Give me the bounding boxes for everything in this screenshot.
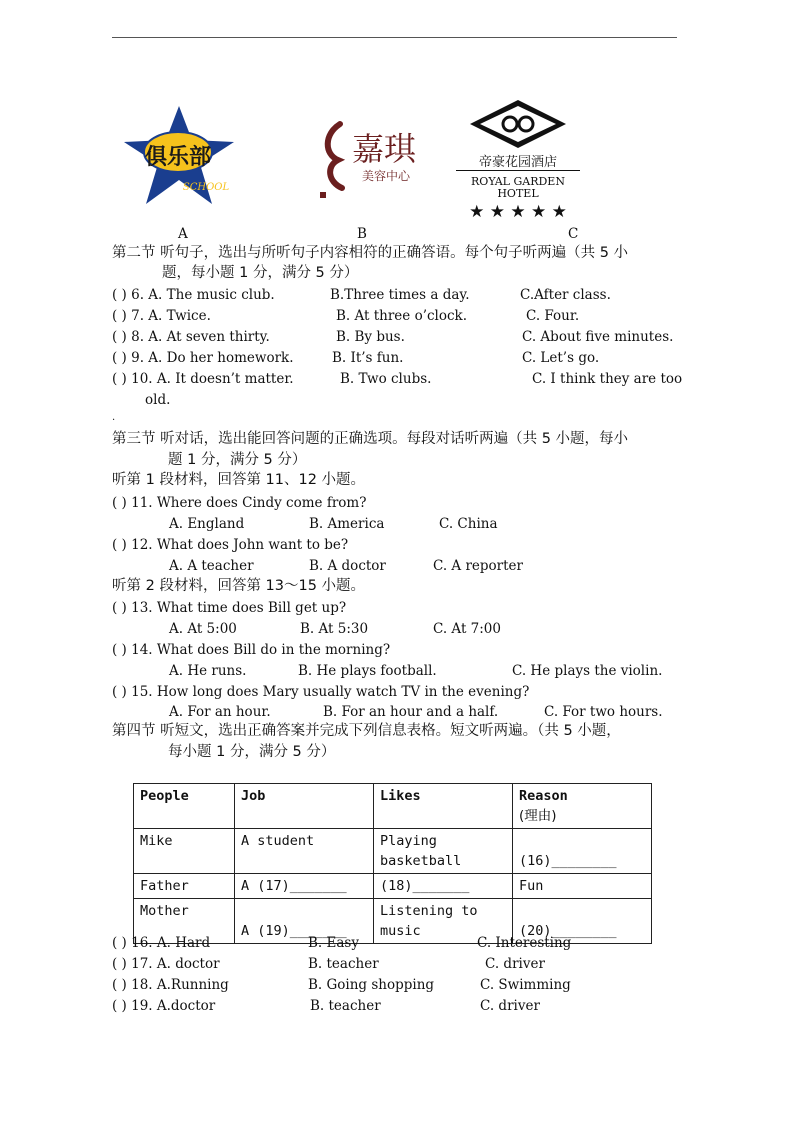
q11-option-b: B. America bbox=[309, 516, 385, 532]
q18-option-b: B. Going shopping bbox=[308, 977, 435, 993]
section2-title-line1: 第二节 听句子，选出与所听句子内容相符的正确答语。每个句子听两遍（共 5 小 bbox=[112, 245, 629, 261]
q17-option-c: C. driver bbox=[485, 956, 545, 972]
q15-option-a: A. For an hour. bbox=[169, 704, 271, 720]
section2-title-line2: 题，每小题 1 分，满分 5 分） bbox=[162, 265, 359, 281]
q16-option-a: ( ) 16. A. Hard bbox=[112, 935, 211, 951]
info-table bbox=[133, 783, 652, 944]
beauty-logo-name: 嘉琪 bbox=[352, 130, 417, 168]
cell-reason-blank-16: (16)________ bbox=[513, 829, 652, 874]
q10-option-a: ( ) 10. A. It doesn’t matter. bbox=[112, 371, 294, 387]
section4-title-line2: 每小题 1 分，满分 5 分） bbox=[168, 744, 336, 760]
cell-job-blank-17: A (17)_______ bbox=[235, 874, 374, 899]
q11-option-c: C. China bbox=[439, 516, 498, 532]
cell-people: Mike bbox=[134, 829, 235, 874]
q6-option-a: ( ) 6. A. The music club. bbox=[112, 287, 275, 303]
header-job: Job bbox=[235, 784, 374, 829]
q16-option-c: C. Interesting bbox=[477, 935, 572, 951]
table-row bbox=[134, 829, 652, 874]
q12-option-b: B. A doctor bbox=[309, 558, 386, 574]
q10-option-b: B. Two clubs. bbox=[340, 371, 432, 387]
q12-option-c: C. A reporter bbox=[433, 558, 524, 574]
hotel-logo-stars: ★ ★ ★ ★ ★ bbox=[469, 202, 567, 220]
q10-option-c: C. I think they are too bbox=[532, 371, 683, 387]
table-row bbox=[134, 874, 652, 899]
header-people: People bbox=[134, 784, 235, 829]
q15-option-c: C. For two hours. bbox=[544, 704, 663, 720]
q14-option-c: C. He plays the violin. bbox=[512, 663, 663, 679]
club-star-logo bbox=[120, 104, 238, 208]
q17-option-a: ( ) 17. A. doctor bbox=[112, 956, 220, 972]
q10-option-c-wrap: old. bbox=[145, 392, 171, 408]
beauty-logo-sub: 美容中心 bbox=[362, 169, 411, 183]
q14-option-a: A. He runs. bbox=[169, 663, 247, 679]
beauty-center-logo bbox=[318, 118, 430, 202]
q9-option-a: ( ) 9. A. Do her homework. bbox=[112, 350, 294, 366]
q16-option-b: B. Easy bbox=[308, 935, 359, 951]
q19-option-a: ( ) 19. A.doctor bbox=[112, 998, 216, 1014]
q9-option-b: B. It’s fun. bbox=[332, 350, 404, 366]
q13-option-b: B. At 5:30 bbox=[300, 621, 369, 637]
q13-question: ( ) 13. What time does Bill get up? bbox=[112, 600, 347, 616]
q19-option-b: B. teacher bbox=[310, 998, 381, 1014]
club-logo-subtext: SCHOOL bbox=[182, 182, 230, 193]
club-logo-text: 俱乐部 bbox=[144, 145, 212, 170]
q15-question: ( ) 15. How long does Mary usually watch TV in the evening? bbox=[112, 684, 530, 700]
q11-question: ( ) 11. Where does Cindy come from? bbox=[112, 495, 367, 511]
q12-option-a: A. A teacher bbox=[169, 558, 254, 574]
cell-job-blank-19: A (19)_______ bbox=[235, 899, 374, 944]
header-rule bbox=[112, 37, 677, 38]
q7-option-c: C. Four. bbox=[526, 308, 580, 324]
section3-title-line1: 第三节 听对话，选出能回答问题的正确选项。每段对话听两遍（共 5 小题，每小 bbox=[112, 431, 629, 447]
hotel-logo-cn: 帝豪花园酒店 bbox=[478, 155, 558, 170]
cell-likes-line2: basketball bbox=[380, 853, 462, 869]
header-reason bbox=[513, 784, 652, 829]
q13-option-a: A. At 5:00 bbox=[169, 621, 237, 637]
q12-question: ( ) 12. What does John want to be? bbox=[112, 537, 349, 553]
q18-option-a: ( ) 18. A.Running bbox=[112, 977, 229, 993]
cell-likes-line2: music bbox=[380, 923, 421, 939]
table-header-row bbox=[134, 784, 652, 829]
stray-dot: . bbox=[112, 412, 116, 423]
q6-option-c: C.After class. bbox=[520, 287, 611, 303]
q15-option-b: B. For an hour and a half. bbox=[323, 704, 499, 720]
q8-option-b: B. By bus. bbox=[336, 329, 405, 345]
cell-likes-line1: Playing bbox=[380, 833, 437, 849]
cell-likes-line1: Listening to bbox=[380, 903, 478, 919]
cell-people: Mother bbox=[134, 899, 235, 944]
q7-option-a: ( ) 7. A. Twice. bbox=[112, 308, 211, 324]
q17-option-b: B. teacher bbox=[308, 956, 379, 972]
q14-option-b: B. He plays football. bbox=[298, 663, 437, 679]
cell-people: Father bbox=[134, 874, 235, 899]
cell-likes bbox=[374, 829, 513, 874]
q8-option-c: C. About five minutes. bbox=[522, 329, 674, 345]
q8-option-a: ( ) 8. A. At seven thirty. bbox=[112, 329, 270, 345]
cell-likes-blank-18: (18)_______ bbox=[374, 874, 513, 899]
section4-title-line1: 第四节 听短文，选出正确答案并完成下列信息表格。短文听两遍。（共 5 小题， bbox=[112, 723, 621, 739]
table-row bbox=[134, 899, 652, 944]
q7-option-b: B. At three o’clock. bbox=[336, 308, 468, 324]
header-reason-label: Reason bbox=[519, 788, 568, 804]
royal-garden-hotel-logo bbox=[448, 96, 590, 220]
logo-label-b: B bbox=[357, 226, 367, 242]
logo-label-c: C bbox=[568, 226, 579, 242]
cell-job: A student bbox=[235, 829, 374, 874]
material1-heading: 听第 1 段材料，回答第 11、12 小题。 bbox=[112, 472, 366, 488]
logo-label-a: A bbox=[178, 226, 188, 242]
hotel-logo-en2: HOTEL bbox=[497, 187, 539, 200]
material2-heading: 听第 2 段材料，回答第 13～15 小题。 bbox=[112, 578, 366, 594]
q6-option-b: B.Three times a day. bbox=[330, 287, 470, 303]
cell-reason-blank-20: (20)________ bbox=[513, 899, 652, 944]
section3-title-line2: 题 1 分，满分 5 分） bbox=[168, 452, 307, 468]
q14-question: ( ) 14. What does Bill do in the morning? bbox=[112, 642, 391, 658]
q11-option-a: A. England bbox=[169, 516, 245, 532]
header-reason-note: (理由) bbox=[519, 808, 557, 824]
q18-option-c: C. Swimming bbox=[480, 977, 571, 993]
cell-reason: Fun bbox=[513, 874, 652, 899]
header-likes: Likes bbox=[374, 784, 513, 829]
q19-option-c: C. driver bbox=[480, 998, 540, 1014]
q9-option-c: C. Let’s go. bbox=[522, 350, 600, 366]
hotel-logo-en1: ROYAL GARDEN bbox=[471, 175, 565, 188]
q13-option-c: C. At 7:00 bbox=[433, 621, 501, 637]
